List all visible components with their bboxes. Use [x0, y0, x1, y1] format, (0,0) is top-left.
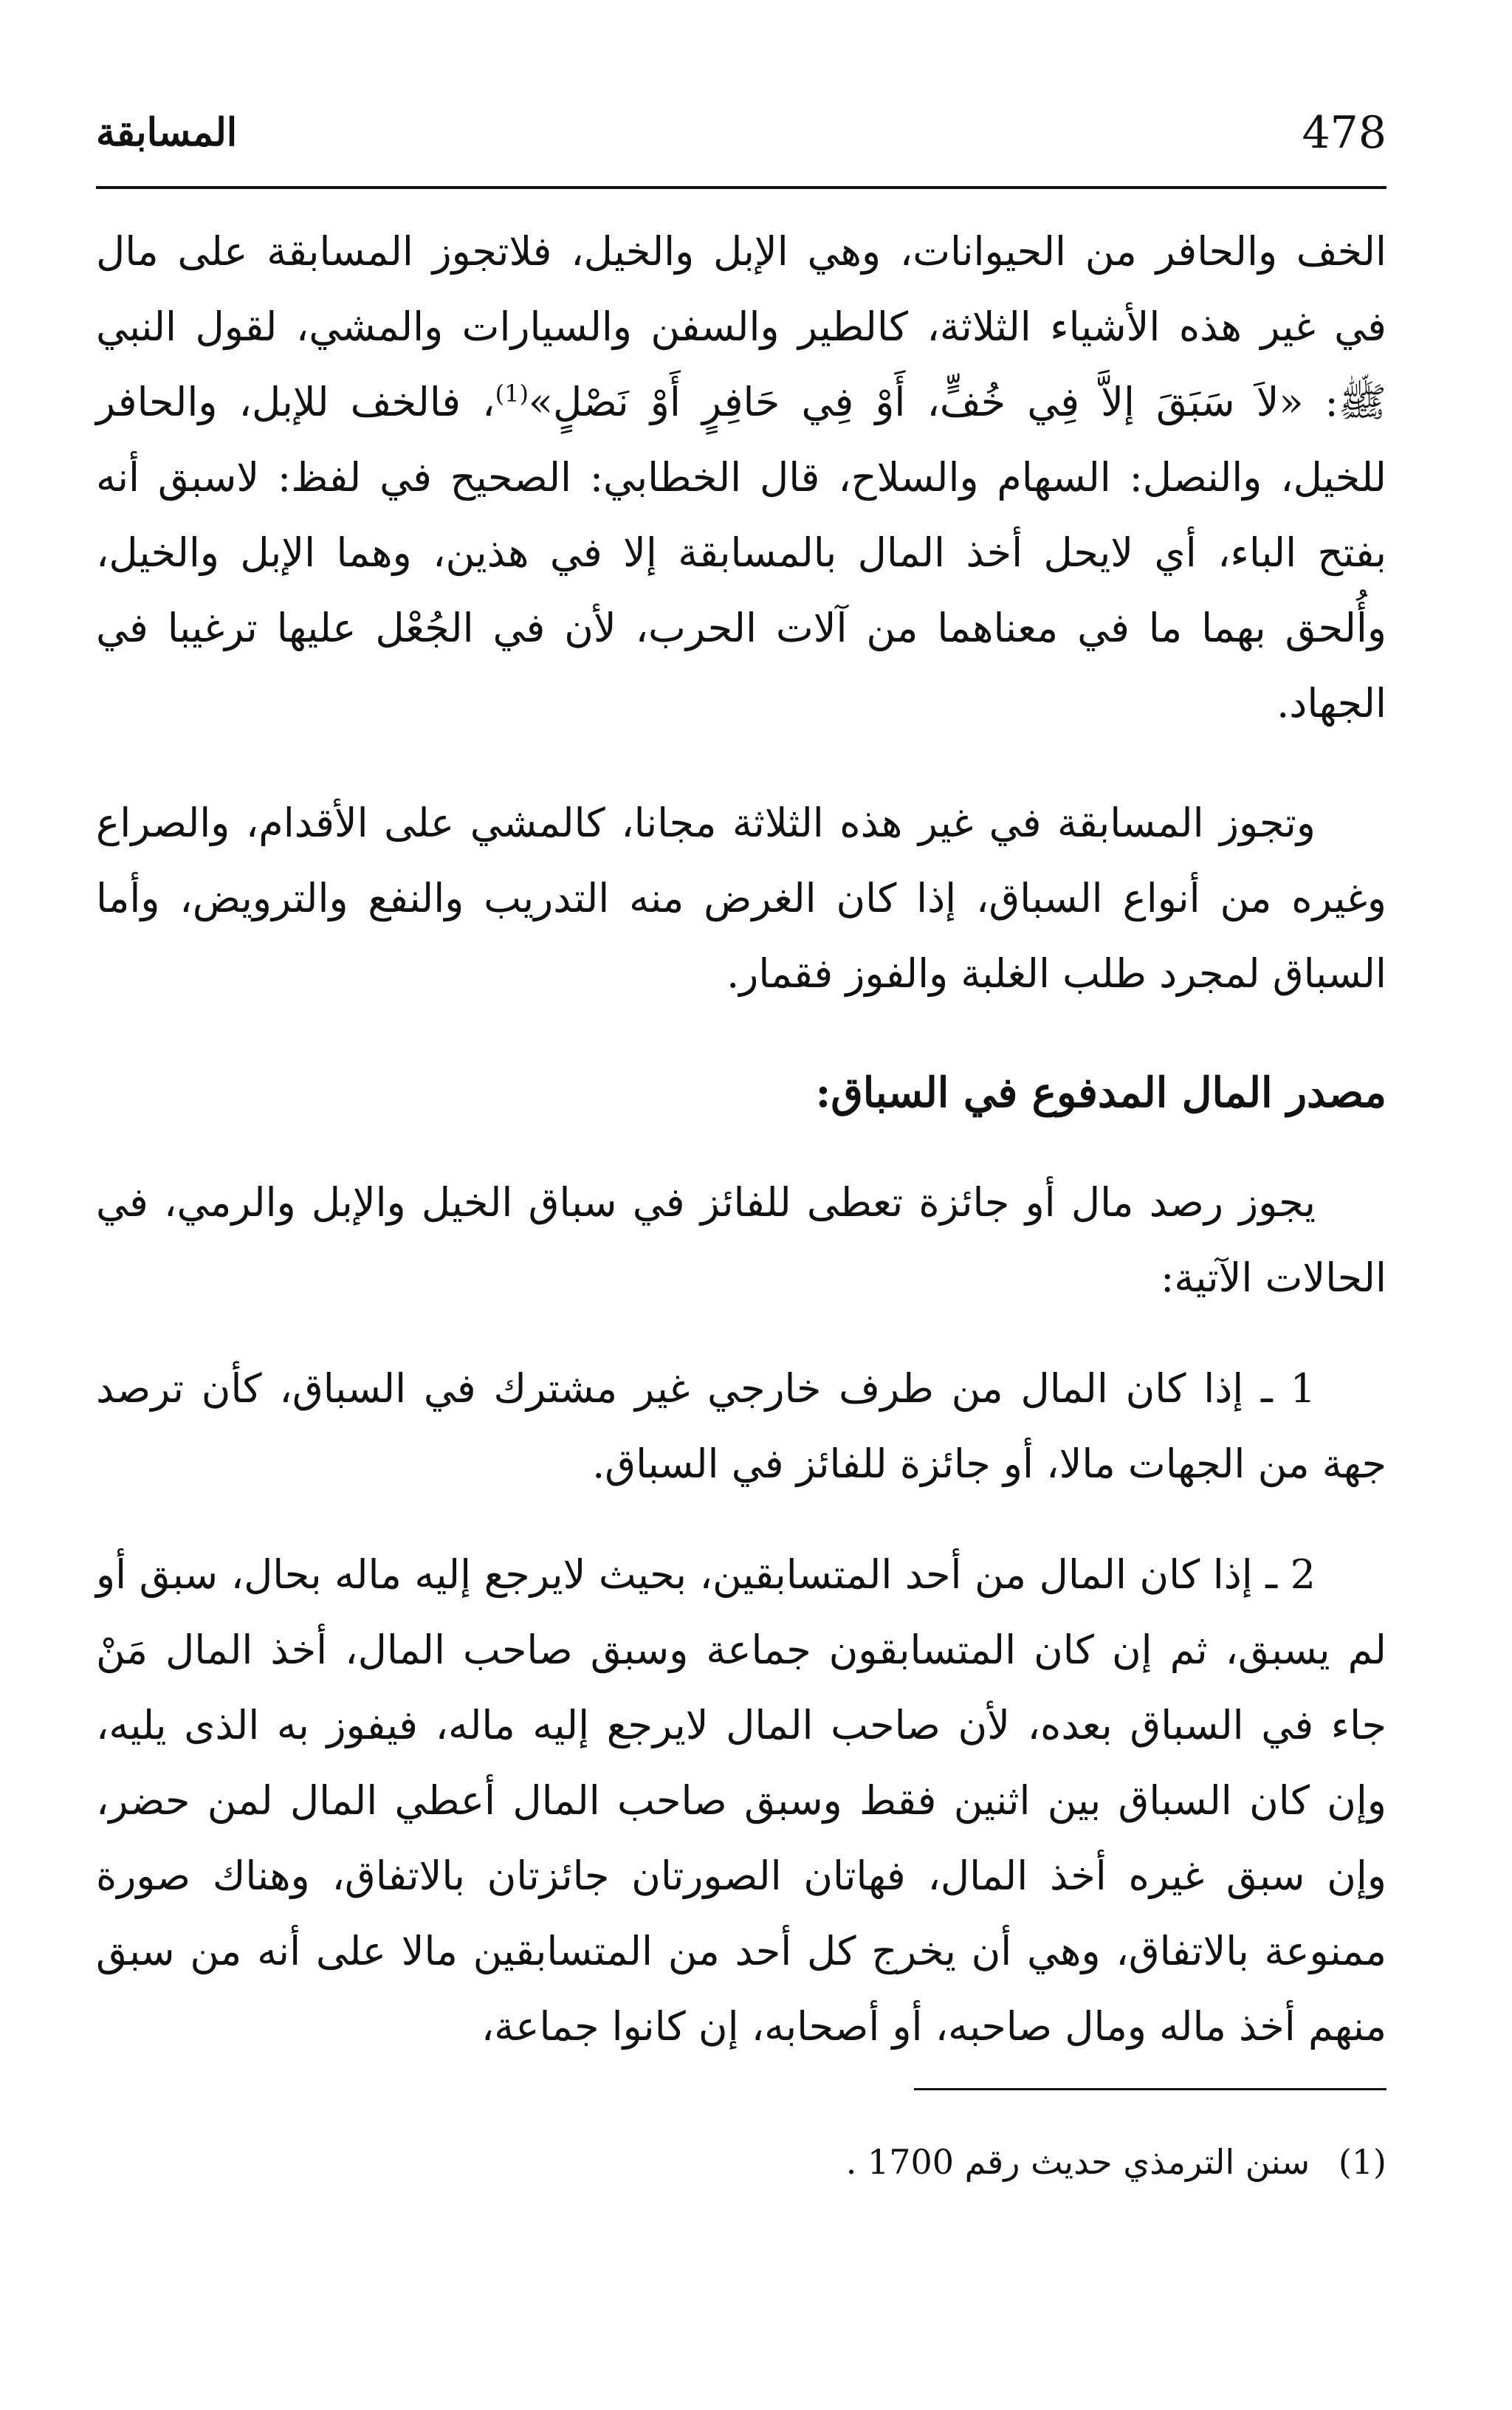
paragraph-1-text-b: ، فالخف للإبل، والحافر للخيل، والنصل: السهام والسلاح، قال الخطابي: الصحيح في لفظ: لاسبق أنه بفتح الباء، أي لايحل أخذ المال بالمسابقة إلا في هذين، وهما الإبل والخيل، وأُلحق بهما ما في معناهما من آلات الحرب، لأن في الجُعْل عليها ترغيبا في الجهاد.: [96, 379, 1386, 727]
paragraph-spacer: [96, 1316, 1386, 1351]
body-text: [96, 214, 1386, 2064]
paragraph-1-text-a: الخف والحافر من الحيوانات، وهي الإبل والخيل، فلاتجوز المسابقة على مال في غير هذه الأشياء الثلاثة، كالطير والسفن والسيارات والمشي، لقول النبي ﷺ: «لاَ سَبَقَ إلاَّ فِي خُفٍّ، أَوْ فِي حَافِرٍ أَوْ نَصْلٍ»: [96, 228, 1386, 425]
paragraph-spacer: [96, 741, 1386, 786]
paragraph-1: [96, 214, 1386, 741]
footnote-marker: (1): [1338, 2142, 1386, 2182]
paragraph-5: 2 ـ إذا كان المال من أحد المتسابقين، بحيث لايرجع إليه ماله بحال، سبق أو لم يسبق، ثم إن كان المتسابقون جماعة وسبق صاحب المال، أخذ المال مَنْ جاء في السباق بعده، لأن صاحب المال لايرجع إليه ماله، فيفوز به الذى يليه، وإن كان السباق بين اثنين فقط وسبق صاحب المال أعطي المال لمن حضر، وإن سبق غيره أخذ المال، فهاتان الصورتان جائزتان بالاتفاق، وهناك صورة ممنوعة بالاتفاق، وهي أن يخرج كل أحد من المتسابقين مالا على أنه من سبق منهم أخذ ماله ومال صاحبه، أو أصحابه، إن كانوا جماعة،: [96, 1551, 1386, 2050]
section-heading: مصدر المال المدفوع في السباق:: [815, 1068, 1386, 1117]
page-number: 478: [1302, 107, 1386, 159]
footnote-text: سنن الترمذي حديث رقم 1700 .: [845, 2142, 1310, 2182]
paragraph-4: 1 ـ إذا كان المال من طرف خارجي غير مشترك في السباق، كأن ترصد جهة من الجهات مالا، أو جائزة للفائز في السباق.: [96, 1365, 1386, 1487]
footnote-rule: [914, 2088, 1386, 2090]
paragraph-spacer: [96, 1130, 1386, 1165]
paragraph-spacer: [96, 1502, 1386, 1537]
page-header: [96, 103, 1386, 170]
paragraph-3: يجوز رصد مال أو جائزة تعطى للفائز في سباق الخيل والإبل والرمي، في الحالات الآتية:: [96, 1179, 1386, 1301]
header-rule: [96, 186, 1386, 189]
paragraph-spacer: [96, 1012, 1386, 1056]
running-title: المسابقة: [96, 110, 238, 155]
paragraph-2: وتجوز المسابقة في غير هذه الثلاثة مجانا، كالمشي على الأقدام، والصراع وغيره من أنواع السباق، إذا كان الغرض منه التدريب والنفع والترويض، وأما السباق لمجرد طلب الغلبة والفوز فقمار.: [96, 800, 1386, 997]
footnote-reference: (1): [495, 380, 529, 408]
footnote: [96, 2132, 1386, 2191]
